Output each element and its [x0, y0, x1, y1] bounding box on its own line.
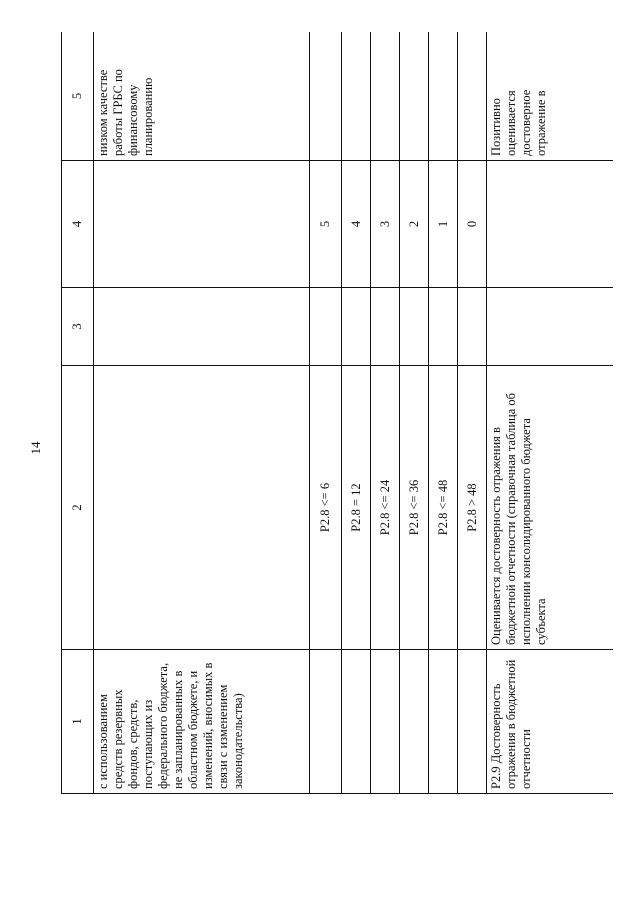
cell-criterion: P2.9 Достоверность отражения в бюджетной отчетности [487, 650, 614, 794]
cell-score: 4 [342, 161, 371, 288]
cell-criterion: с использованием средств резервных фондов, средств, поступающих из федерального бюджета, не запланированных в областном бюджете, и изменений, вносимых в связи с изменением законодательства) [94, 650, 310, 794]
rotated-table-frame [61, 32, 613, 794]
cell-unit [458, 288, 487, 366]
table-header-row [62, 32, 94, 794]
cell-score: 1 [429, 161, 458, 288]
cell-criterion [458, 650, 487, 794]
cell-criterion [400, 650, 429, 794]
cell-comment: Позитивно оценивается достоверное отражение в [487, 32, 614, 161]
cell-criterion [310, 650, 342, 794]
cell-condition: P2.8 = 12 [342, 366, 371, 650]
header-col-1: 1 [62, 650, 94, 794]
cell-comment [429, 32, 458, 161]
cell-comment [342, 32, 371, 161]
cell-criterion [429, 650, 458, 794]
rotated-table-area [61, 32, 613, 794]
cell-score: 0 [458, 161, 487, 288]
table-row [458, 32, 487, 794]
cell-description: Оценивается достоверность отражения в бюджетной отчетности (справочная таблица об исполнении консолидированного бюджета субъекта [487, 366, 614, 650]
table-row [342, 32, 371, 794]
cell-comment [371, 32, 400, 161]
cell-score: 3 [371, 161, 400, 288]
cell-unit [342, 288, 371, 366]
cell-unit [310, 288, 342, 366]
criteria-table [61, 32, 613, 794]
header-col-4: 4 [62, 161, 94, 288]
cell-unit [400, 288, 429, 366]
cell-comment [458, 32, 487, 161]
cell-condition: P2.8 <= 36 [400, 366, 429, 650]
cell-unit [429, 288, 458, 366]
cell-condition: P2.8 <= 48 [429, 366, 458, 650]
table-row [487, 32, 614, 794]
table-row [429, 32, 458, 794]
cell-comment [310, 32, 342, 161]
cell-criterion [371, 650, 400, 794]
table-row [400, 32, 429, 794]
cell-description [94, 366, 310, 650]
cell-condition: P2.8 <= 24 [371, 366, 400, 650]
cell-score [487, 161, 614, 288]
cell-criterion [342, 650, 371, 794]
table-row [94, 32, 310, 794]
table-row [371, 32, 400, 794]
cell-condition: P2.8 <= 6 [310, 366, 342, 650]
cell-comment: низком качестве работы ГРБС по финансовому планированию [94, 32, 310, 161]
cell-condition: P2.8 > 48 [458, 366, 487, 650]
header-col-5: 5 [62, 32, 94, 161]
page-number: 14 [28, 441, 43, 455]
cell-unit [94, 288, 310, 366]
cell-score: 2 [400, 161, 429, 288]
cell-score: 5 [310, 161, 342, 288]
cell-unit [371, 288, 400, 366]
cell-unit [487, 288, 614, 366]
cell-score [94, 161, 310, 288]
header-col-3: 3 [62, 288, 94, 366]
header-col-2: 2 [62, 366, 94, 650]
table-row [310, 32, 342, 794]
cell-comment [400, 32, 429, 161]
